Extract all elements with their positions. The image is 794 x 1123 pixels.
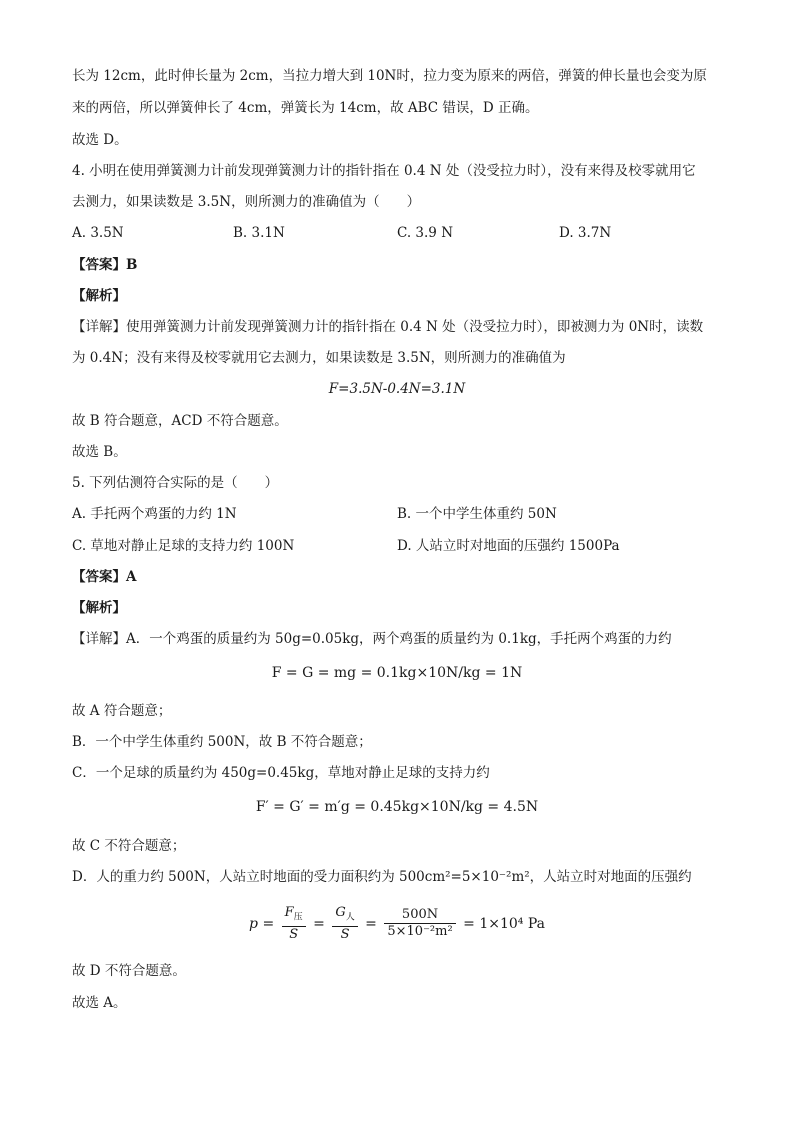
frac-numerator: G bbox=[335, 905, 346, 920]
fraction-f-over-s bbox=[282, 905, 306, 943]
detail-5-a: 【详解】A．一个鸡蛋的质量约为 50g=0.05kg，两个鸡蛋的质量约为 0.1kg，手托两个鸡蛋的力约 bbox=[72, 631, 672, 647]
conclusion-4: 故选 B。 bbox=[72, 444, 127, 460]
eq-equals: = bbox=[365, 915, 377, 932]
conclusion-5-d: 故 D 不符合题意。 bbox=[72, 963, 186, 979]
detail-5-b: B．一个中学生体重约 500N，故 B 不符合题意； bbox=[72, 734, 372, 750]
fraction-g-over-s bbox=[332, 905, 357, 943]
analysis-5-heading: 【解析】 bbox=[72, 600, 126, 616]
equation-5-a: F = G = mg = 0.1kg×10N/kg = 1N bbox=[271, 665, 523, 681]
question-4-stem: 4. 小明在使用弹簧测力计前发现弹簧测力计的指针指在 0.4 N 处（没受拉力时），没有来得及校零就用它 bbox=[72, 163, 696, 179]
frac-numerator: 500N bbox=[384, 907, 455, 924]
frac-denominator: S bbox=[340, 926, 350, 942]
equation-5-d bbox=[0, 905, 794, 943]
conclusion-5-a: 故 A 符合题意； bbox=[72, 703, 172, 719]
detail-4: 为 0.4N；没有来得及校零就用它去测力，如果读数是 3.5N，则所测力的准确值为 bbox=[72, 350, 566, 366]
equation-4: F=3.5N-0.4N=3.1N bbox=[328, 381, 466, 397]
eq-equals: = bbox=[313, 915, 325, 932]
option-4-c: C. 3.9 N bbox=[397, 225, 454, 241]
option-4-b: B. 3.1N bbox=[233, 225, 285, 241]
text-line: 故选 D。 bbox=[72, 132, 128, 148]
answer-4: 【答案】B bbox=[72, 257, 138, 273]
frac-numerator-subscript: 人 bbox=[345, 912, 355, 923]
fraction-value bbox=[384, 907, 455, 940]
option-5-a: A. 手托两个鸡蛋的力约 1N bbox=[72, 506, 237, 522]
frac-denominator: S bbox=[289, 926, 299, 942]
eq-result: = 1×10⁴ Pa bbox=[463, 915, 545, 932]
final-answer-5: 故选 A。 bbox=[72, 995, 127, 1011]
eq-symbol-p: p bbox=[249, 915, 258, 932]
detail-4: 【详解】使用弹簧测力计前发现弹簧测力计的指针指在 0.4 N 处（没受拉力时），即被测力为 0N时，读数 bbox=[72, 319, 704, 335]
option-4-a: A. 3.5N bbox=[72, 225, 124, 241]
option-5-b: B. 一个中学生体重约 50N bbox=[397, 506, 557, 522]
equation-5-c: F′ = G′ = m′g = 0.45kg×10N/kg = 4.5N bbox=[255, 799, 539, 815]
frac-numerator: F bbox=[284, 905, 294, 920]
detail-5-c: C．一个足球的质量约为 450g=0.45kg，草地对静止足球的支持力约 bbox=[72, 765, 490, 781]
conclusion-4: 故 B 符合题意，ACD 不符合题意。 bbox=[72, 413, 288, 429]
frac-numerator-subscript: 压 bbox=[293, 912, 303, 923]
option-4-d: D. 3.7N bbox=[559, 225, 612, 241]
question-4-stem: 去测力，如果读数是 3.5N，则所测力的准确值为（ ） bbox=[72, 194, 421, 210]
conclusion-5-c: 故 C 不符合题意； bbox=[72, 838, 186, 854]
question-5-stem: 5. 下列估测符合实际的是（ ） bbox=[72, 475, 279, 491]
text-line: 来的两倍，所以弹簧伸长了 4cm，弹簧长为 14cm，故 ABC 错误，D 正确。 bbox=[72, 100, 539, 116]
frac-denominator: 5×10⁻²m² bbox=[387, 924, 453, 940]
detail-5-d: D．人的重力约 500N，人站立时地面的受力面积约为 500cm²=5×10⁻²m²，人站立时对地面的压强约 bbox=[72, 869, 692, 885]
eq-equals: = bbox=[262, 915, 275, 932]
analysis-4-heading: 【解析】 bbox=[72, 288, 126, 304]
text-line: 长为 12cm，此时伸长量为 2cm，当拉力增大到 10N时，拉力变为原来的两倍，弹簧的伸长量也会变为原 bbox=[72, 68, 707, 84]
option-5-c: C. 草地对静止足球的支持力约 100N bbox=[72, 538, 295, 554]
option-5-d: D. 人站立时对地面的压强约 1500Pa bbox=[397, 538, 620, 554]
answer-5: 【答案】A bbox=[72, 569, 137, 585]
